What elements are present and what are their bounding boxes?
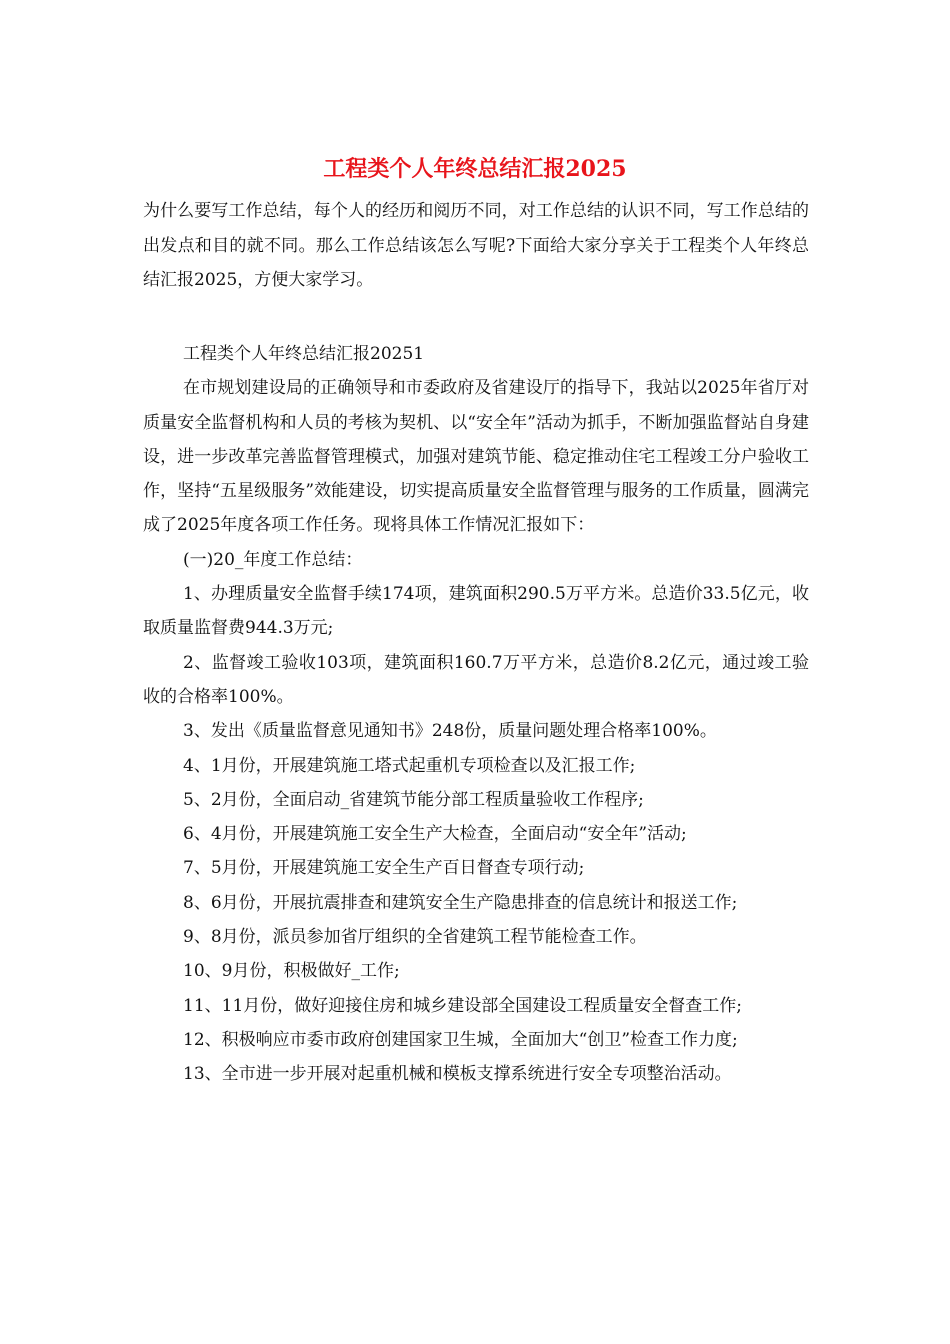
- list-item: 4、1月份，开展建筑施工塔式起重机专项检查以及汇报工作;: [183, 755, 636, 776]
- list-item: 1、办理质量安全监督手续174项，建筑面积290.5万平方米。总造价33.5亿元，收取质量监督费944.3万元;: [143, 584, 809, 639]
- list-item: 6、4月份，开展建筑施工安全生产大检查，全面启动“安全年”活动;: [183, 824, 687, 845]
- intro-paragraph: 为什么要写工作总结，每个人的经历和阅历不同，对工作总结的认识不同，写工作总结的出发点和目的就不同。那么工作总结该怎么写呢?下面给大家分享关于工程类个人年终总结汇报2025，方便大家学习。: [143, 201, 809, 290]
- document-title: 工程类个人年终总结汇报2025: [323, 156, 627, 182]
- subheading: (一)20_年度工作总结：: [183, 549, 363, 570]
- list-item: 11、11月份，做好迎接住房和城乡建设部全国建设工程质量安全督查工作;: [183, 995, 742, 1016]
- list-item: 3、发出《质量监督意见通知书》248份，质量问题处理合格率100%。: [183, 721, 717, 742]
- list-item: 8、6月份，开展抗震排查和建筑安全生产隐患排查的信息统计和报送工作;: [183, 892, 738, 913]
- list-item: 12、积极响应市委市政府创建国家卫生城，全面加大“创卫”检查工作力度;: [183, 1029, 738, 1050]
- list-item: 10、9月份，积极做好_工作;: [183, 961, 400, 982]
- main-content: [143, 337, 809, 1092]
- list-item: 9、8月份，派员参加省厅组织的全省建筑工程节能检查工作。: [183, 927, 647, 948]
- body-paragraph: 在市规划建设局的正确领导和市委政府及省建设厅的指导下，我站以2025年省厅对质量安全监督机构和人员的考核为契机、以“安全年”活动为抓手，不断加强监督站自身建设，进一步改革完善监督管理模式，加强对建筑节能、稳定推动住宅工程竣工分户验收工作，坚持“五星级服务”效能建设，切实提高质量安全监督管理与服务的工作质量，圆满完成了2025年度各项工作任务。现将具体工作情况汇报如下：: [143, 378, 809, 536]
- list-item: 2、监督竣工验收103项，建筑面积160.7万平方米，总造价8.2亿元，通过竣工验收的合格率100%。: [143, 652, 809, 707]
- section-heading: 工程类个人年终总结汇报20251: [183, 344, 425, 364]
- list-item: 13、全市进一步开展对起重机械和模板支撑系统进行安全专项整治活动。: [183, 1064, 732, 1085]
- list-item: 5、2月份，全面启动_省建筑节能分部工程质量验收工作程序;: [183, 789, 644, 810]
- list-item: 7、5月份，开展建筑施工安全生产百日督查专项行动;: [183, 858, 585, 879]
